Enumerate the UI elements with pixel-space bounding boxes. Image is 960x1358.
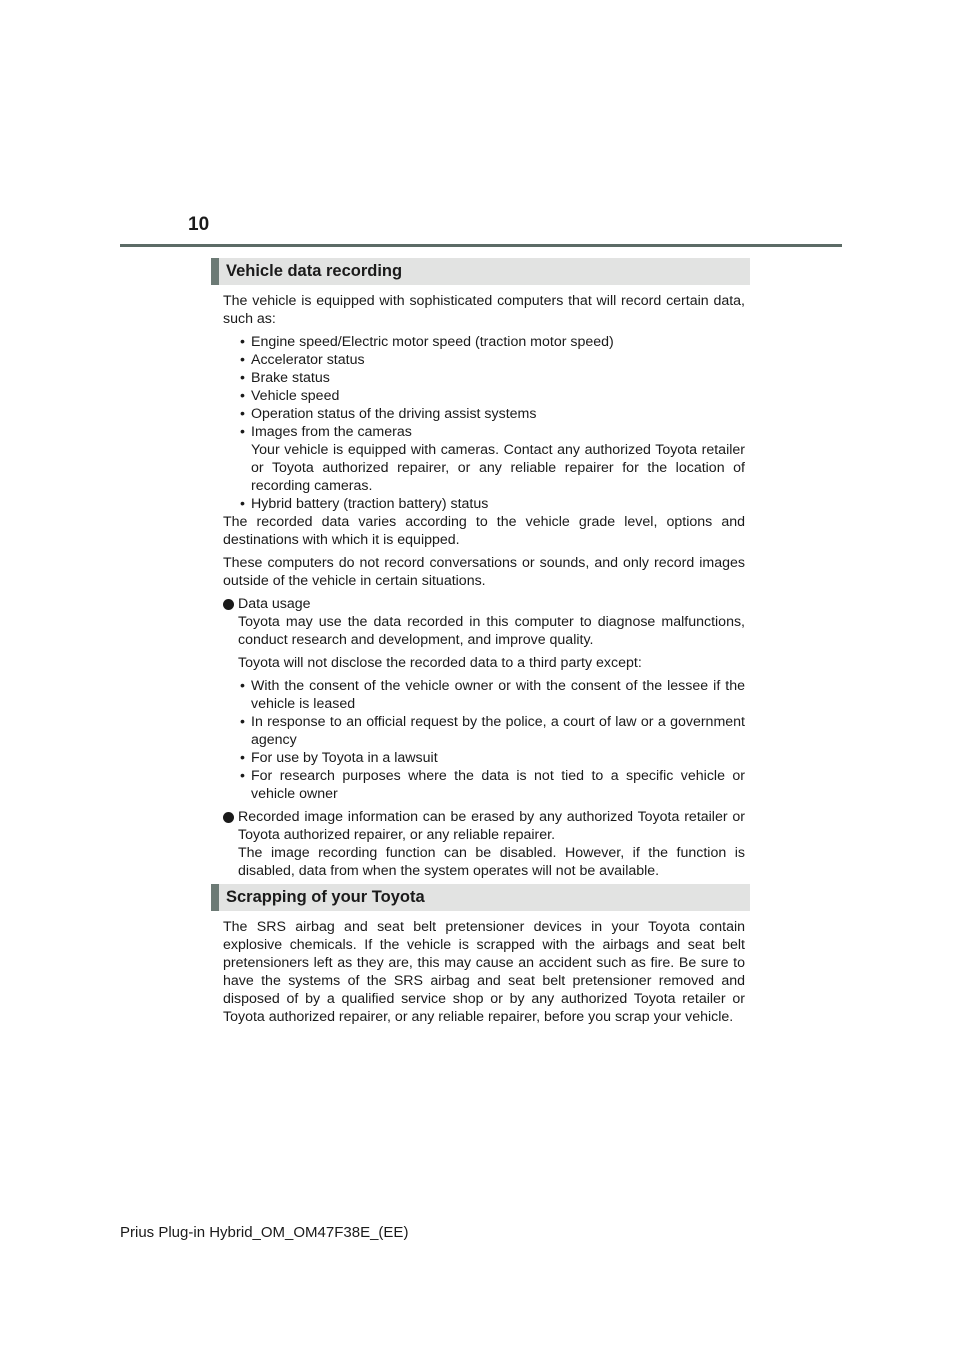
data-usage-heading: Data usage bbox=[238, 596, 311, 612]
footer-document-id: Prius Plug-in Hybrid_OM_OM47F38E_(EE) bbox=[120, 1224, 409, 1241]
camera-note: Your vehicle is equipped with cameras. Contact any authorized Toyota retailer or Toyota authorized repairer, or any reliable repairer for the location of recording cameras. bbox=[251, 442, 745, 494]
recorded-data-list bbox=[223, 333, 745, 513]
disclosure-exceptions-list bbox=[223, 677, 745, 803]
list-item: • For use by Toyota in a lawsuit bbox=[223, 749, 745, 767]
list-item: • In response to an official request by the police, a court of law or a government agency bbox=[223, 713, 745, 749]
list-item: • Engine speed/Electric motor speed (traction motor speed) bbox=[223, 333, 745, 351]
list-item: • Hybrid battery (traction battery) status bbox=[223, 495, 745, 513]
page-number: 10 bbox=[188, 214, 210, 235]
list-item: • For research purposes where the data is not tied to a specific vehicle or vehicle owner bbox=[223, 767, 745, 803]
intro-paragraph: The vehicle is equipped with sophisticated computers that will record certain data, such as: bbox=[223, 293, 745, 327]
list-item: • Operation status of the driving assist systems bbox=[223, 405, 745, 423]
section-vehicle-data-recording bbox=[223, 292, 745, 880]
section-title-scrapping: Scrapping of your Toyota bbox=[211, 884, 750, 911]
image-erase-heading: Recorded image information can be erased by any authorized Toyota retailer or Toyota authorized repairer, or any reliable repairer. bbox=[238, 809, 745, 843]
image-erase-text: The image recording function can be disabled. However, if the function is disabled, data from when the system operates will not be available. bbox=[238, 845, 745, 879]
circle-bullet-icon bbox=[223, 812, 234, 823]
scrapping-paragraph: The SRS airbag and seat belt pretensioner devices in your Toyota contain explosive chemicals. If the vehicle is scrapped with the airbags and seat belt pretensioners left as they are, this may cause an accident such as fire. Be sure to have the systems of the SRS airbag and seat belt pretensioner removed and disposed of by a qualified service shop or by any authorized Toyota retailer or Toyota authorized repairer, or any reliable repairer, before you scrap your vehicle. bbox=[223, 919, 745, 1025]
data-usage-block bbox=[223, 595, 745, 803]
section-scrapping bbox=[223, 918, 745, 1026]
list-item: • With the consent of the vehicle owner or with the consent of the lessee if the vehicle is leased bbox=[223, 677, 745, 713]
list-item bbox=[223, 423, 745, 495]
varies-paragraph: The recorded data varies according to the vehicle grade level, options and destinations with which it is equipped. bbox=[223, 514, 745, 548]
section-title-vehicle-data-recording: Vehicle data recording bbox=[211, 258, 750, 285]
list-item: • Vehicle speed bbox=[223, 387, 745, 405]
data-usage-disclosure: Toyota will not disclose the recorded data to a third party except: bbox=[238, 655, 642, 671]
list-item: • Brake status bbox=[223, 369, 745, 387]
header-rule bbox=[120, 244, 842, 247]
no-record-paragraph: These computers do not record conversations or sounds, and only record images outside of the vehicle in certain situations. bbox=[223, 555, 745, 589]
data-usage-text: Toyota may use the data recorded in this computer to diagnose malfunctions, conduct research and development, and improve quality. bbox=[238, 614, 745, 648]
list-item: • Accelerator status bbox=[223, 351, 745, 369]
image-erase-block bbox=[223, 808, 745, 880]
list-item-label: Images from the cameras bbox=[251, 424, 412, 440]
circle-bullet-icon bbox=[223, 599, 234, 610]
